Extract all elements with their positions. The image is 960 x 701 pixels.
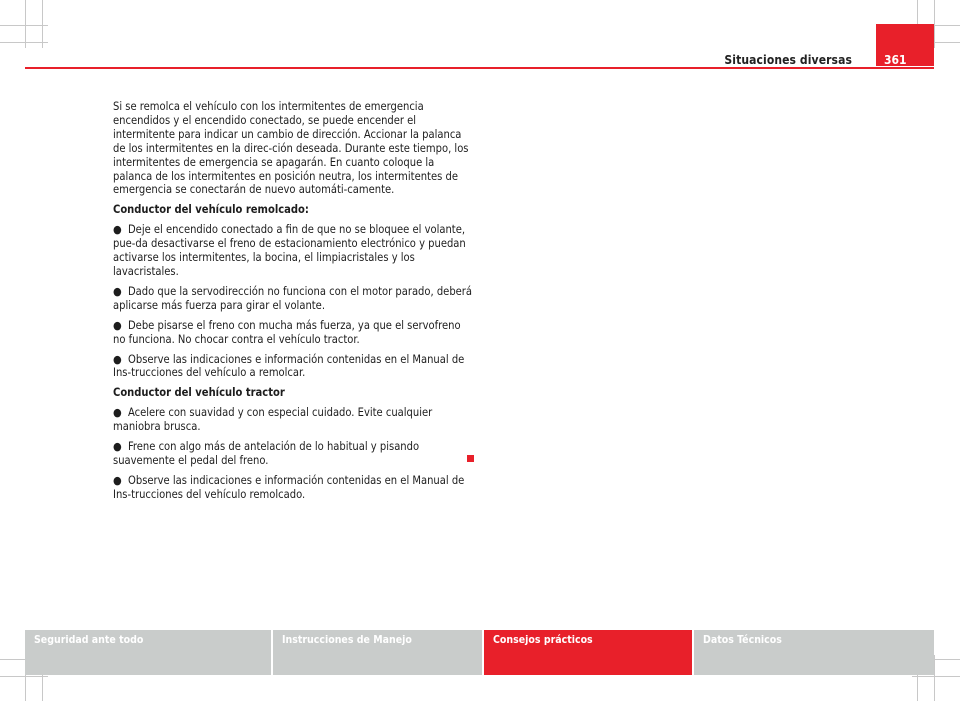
list-item-text: Debe pisarse el freno con mucha más fuerza, ya que el servofreno no funciona. No chocar contra el vehículo tractor. [113, 318, 461, 346]
section-title: Situaciones diversas [724, 53, 852, 67]
bullet-icon: ● [113, 223, 122, 237]
list-item [113, 474, 473, 502]
bullet-icon: ● [113, 473, 122, 487]
footer-tab-label: Seguridad ante todo [34, 634, 144, 646]
list-item-text: Observe las indicaciones e información contenidas en el Manual de Ins-trucciones del vehículo a remolcar. [113, 352, 465, 380]
footer-tab-instrucciones[interactable] [273, 630, 482, 675]
list-item-text: Dado que la servodirección no funciona con el motor parado, deberá aplicarse más fuerza para girar el volante. [113, 284, 473, 312]
list-item-text: Observe las indicaciones e información contenidas en el Manual de Ins-trucciones del vehículo remolcado. [113, 473, 465, 501]
list-item [113, 353, 473, 381]
list-item [113, 406, 473, 434]
footer-tab-seguridad[interactable] [25, 630, 271, 675]
list-item-text: Frene con algo más de antelación de lo habitual y pisando suavemente el pedal del freno. [113, 440, 420, 467]
list-item-text: Acelere con suavidad y con especial cuidado. Evite cualquier maniobra brusca. [113, 406, 433, 434]
crop-mark [42, 0, 43, 48]
crop-mark [934, 0, 935, 48]
crop-mark [934, 655, 935, 701]
header-rule [25, 67, 934, 69]
list-item-text: Deje el encendido conectado a fin de que no se bloquee el volante, pue-da desactivarse el freno de estacionamiento electrónico y puedan activarse los intermitentes, la bocina, el limpiacristales y los lavacristales. [113, 223, 466, 278]
footer-tab-consejos[interactable] [484, 630, 692, 675]
page-body [113, 100, 473, 508]
bullet-icon: ● [113, 406, 122, 420]
tractor-driver-heading: Conductor del vehículo tractor [113, 386, 285, 400]
footer-tab-label: Consejos prácticos [493, 634, 593, 646]
bullet-icon: ● [113, 352, 122, 366]
page-number: 361 [884, 53, 907, 67]
bullet-icon: ● [113, 318, 122, 332]
crop-mark [912, 676, 960, 677]
bullet-icon: ● [113, 440, 122, 454]
footer-tab-label: Datos Técnicos [703, 634, 782, 646]
section-end-icon [467, 455, 474, 462]
list-item [113, 319, 473, 347]
towed-driver-heading: Conductor del vehículo remolcado: [113, 203, 309, 217]
list-item [113, 223, 473, 279]
list-item [113, 440, 473, 468]
bullet-icon: ● [113, 284, 122, 298]
intro-paragraph: Si se remolca el vehículo con los intermitentes de emergencia encendidos y el encendido conectado, se puede encender el intermitente para indicar un cambio de dirección. Accionar la palanca de los intermitentes en la direc-ción deseada. Durante este tiempo, los intermitentes de emergencia se apagarán. En cuanto coloque la palanca de los intermitentes en posición neutra, los intermitentes de emergencia se conectarán de nuevo automáti-camente. [113, 100, 469, 197]
footer-tab-label: Instrucciones de Manejo [282, 634, 412, 646]
crop-mark [25, 0, 26, 48]
crop-mark [0, 676, 48, 677]
crop-mark [0, 25, 48, 26]
footer-tab-datos[interactable] [694, 630, 934, 675]
crop-mark [0, 42, 48, 43]
list-item [113, 285, 473, 313]
